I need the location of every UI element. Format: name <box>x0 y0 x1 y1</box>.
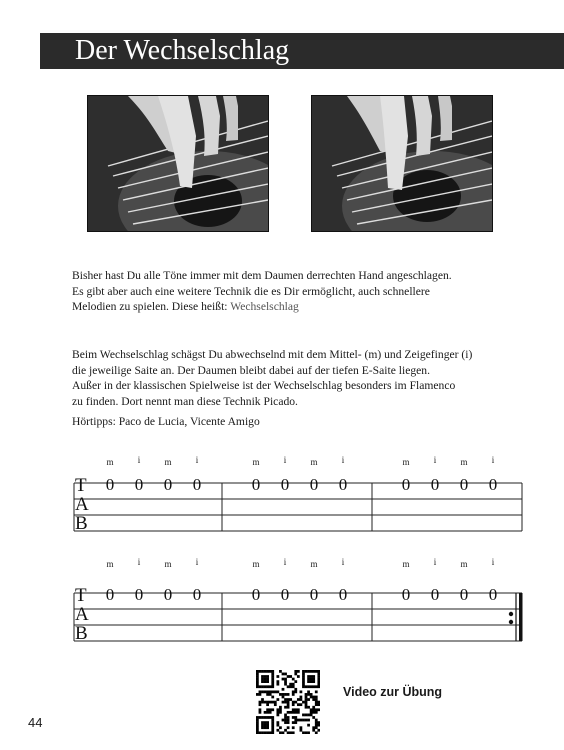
finger-label: i <box>283 557 287 567</box>
intro-line: Bisher hast Du alle Töne immer mit dem Daumen derrechten Hand angeschlagen. <box>72 269 452 282</box>
fret-note: 0 <box>105 475 115 494</box>
tab-staff-svg <box>70 553 522 645</box>
finger-label: i <box>341 557 345 567</box>
fret-note: 0 <box>192 585 202 604</box>
finger-label: i <box>341 455 345 465</box>
finger-label: m <box>402 457 410 467</box>
tab-clef-letter: B <box>75 623 88 644</box>
technique-line: Außer in der klassischen Spielweise ist der Wechselschlag besonders im Flamenco <box>72 379 456 392</box>
fret-note: 0 <box>488 475 498 494</box>
guitar-photo-right <box>311 95 493 232</box>
fret-note: 0 <box>338 585 348 604</box>
tab-clef-letter: B <box>75 513 88 534</box>
finger-label: m <box>164 559 172 569</box>
listening-tips <box>72 414 532 430</box>
page-number: 44 <box>28 715 43 730</box>
term-wechselschlag: Wechselschlag <box>230 300 299 313</box>
qr-code-icon[interactable] <box>256 670 320 734</box>
finger-label: i <box>137 557 141 567</box>
page-title: Der Wechselschlag <box>75 35 290 66</box>
fret-note: 0 <box>309 585 319 604</box>
fret-note: 0 <box>163 475 173 494</box>
intro-line: Es gibt aber auch eine weitere Technik die es Dir ermöglicht, auch schnellere <box>72 284 430 298</box>
finger-label: m <box>106 457 114 467</box>
fret-note: 0 <box>192 475 202 494</box>
technique-line: Beim Wechselschlag schägst Du abwechselnd mit dem Mittel- (m) und Zeigefinger (i) <box>72 348 473 361</box>
qr-code-graphic <box>256 670 320 734</box>
finger-label: i <box>195 557 199 567</box>
finger-label: m <box>106 559 114 569</box>
finger-label: m <box>252 559 260 569</box>
finger-label: m <box>310 559 318 569</box>
finger-label: i <box>433 557 437 567</box>
fret-note: 0 <box>134 585 144 604</box>
technique-line: zu finden. Dort nennt man diese Technik Picado. <box>72 394 298 408</box>
fret-note: 0 <box>251 475 261 494</box>
intro-line-start: Melodien zu spielen. Diese heißt: <box>72 300 231 313</box>
tab-clef-letter: T <box>75 475 87 496</box>
fret-note: 0 <box>134 475 144 494</box>
fret-note: 0 <box>430 475 440 494</box>
fret-note: 0 <box>251 585 261 604</box>
finger-label: m <box>164 457 172 467</box>
finger-label: i <box>491 455 495 465</box>
fret-note: 0 <box>338 475 348 494</box>
finger-label: m <box>460 559 468 569</box>
tab-clef-letter: A <box>75 494 89 515</box>
tab-staff-1 <box>70 452 522 548</box>
guitar-photo-left <box>87 95 269 232</box>
fret-note: 0 <box>459 475 469 494</box>
intro-paragraph <box>72 268 532 315</box>
finger-label: m <box>252 457 260 467</box>
fret-note: 0 <box>163 585 173 604</box>
technique-paragraph <box>72 347 532 409</box>
finger-label: i <box>433 455 437 465</box>
listening-tips-text: Hörtipps: Paco de Lucia, Vicente Amigo <box>72 415 260 428</box>
fret-note: 0 <box>105 585 115 604</box>
finger-label: i <box>195 455 199 465</box>
final-barline-thick <box>519 593 523 641</box>
fret-note: 0 <box>401 475 411 494</box>
fret-note: 0 <box>280 475 290 494</box>
fret-note: 0 <box>488 585 498 604</box>
fret-note: 0 <box>459 585 469 604</box>
repeat-dot <box>509 620 513 624</box>
technique-line: die jeweilige Saite an. Der Daumen bleibt dabei auf der tiefen E-Saite liegen. <box>72 363 430 377</box>
intro-line <box>72 299 532 315</box>
fret-note: 0 <box>309 475 319 494</box>
tab-clef-letter: T <box>75 585 87 606</box>
finger-label: m <box>402 559 410 569</box>
repeat-dot <box>509 612 513 616</box>
finger-label: i <box>283 455 287 465</box>
tab-staff-svg <box>70 452 522 544</box>
finger-label: i <box>137 455 141 465</box>
guitar-hand-photo-icon <box>88 96 268 231</box>
guitar-hand-photo-icon <box>312 96 492 231</box>
finger-label: m <box>460 457 468 467</box>
fret-note: 0 <box>430 585 440 604</box>
tab-clef-letter: A <box>75 604 89 625</box>
finger-label: i <box>491 557 495 567</box>
video-link-label[interactable]: Video zur Übung <box>343 685 443 699</box>
fret-note: 0 <box>280 585 290 604</box>
finger-label: m <box>310 457 318 467</box>
tab-staff-2 <box>70 553 522 649</box>
fret-note: 0 <box>401 585 411 604</box>
page-title-bar <box>40 33 564 69</box>
